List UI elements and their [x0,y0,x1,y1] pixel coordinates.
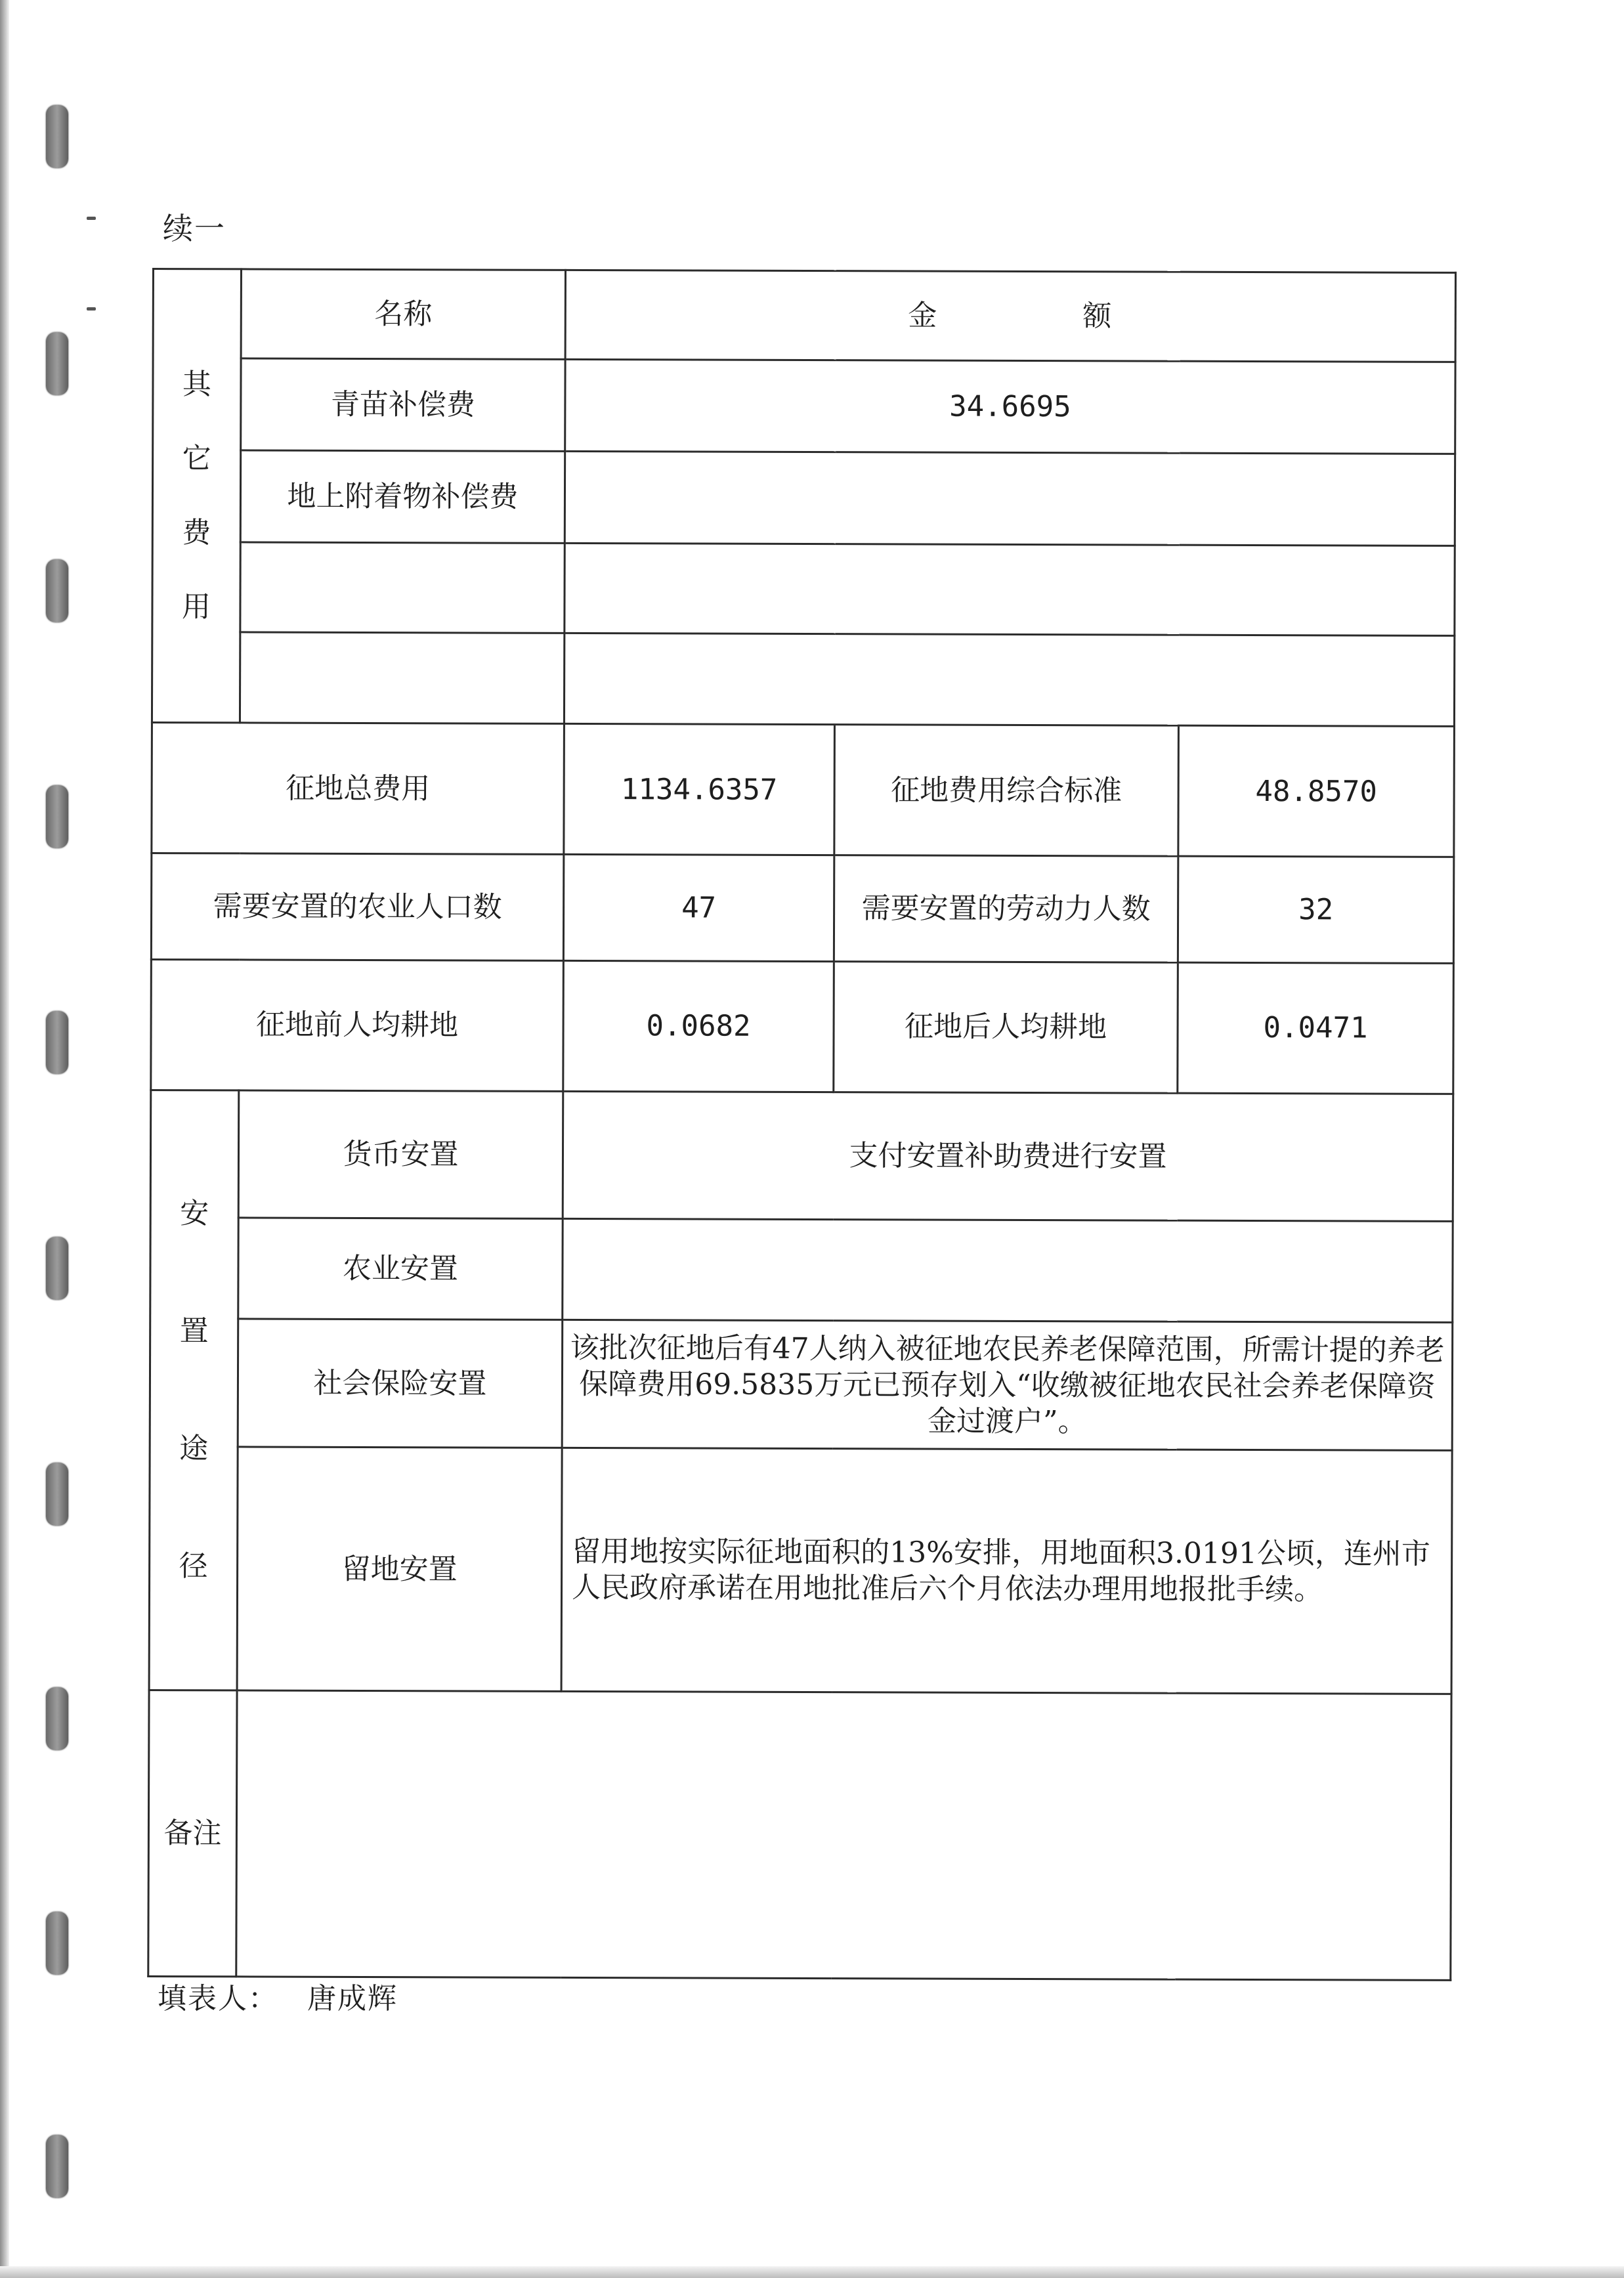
remarks-value [236,1690,1451,1980]
ag-population-label: 需要安置的农业人口数 [151,853,563,960]
agricultural-resettlement-row [150,1218,1453,1323]
fee-row [152,542,1455,636]
resettlement-section-label: 安 置 途 径 [149,1090,239,1690]
land-before-label: 征地前人均耕地 [151,960,564,1092]
other-fees-section-label: 其 它 费 用 [152,269,241,723]
binding-hole [46,1687,68,1750]
binding-hole [46,1011,68,1074]
filler-label: 填表人： [158,1982,278,2015]
fee-name: 地上附着物补偿费 [240,450,565,543]
social-label: 社会保险安置 [238,1319,563,1448]
land-before-value: 0.0682 [563,960,834,1092]
land-acquisition-form-table [147,268,1457,1981]
population-row [151,853,1454,963]
binding-hole [46,2135,68,2198]
binding-hole [46,105,68,168]
labor-value: 32 [1178,856,1454,963]
fee-amount [565,543,1455,636]
remarks-row [148,1690,1451,1981]
name-column-header: 名称 [241,269,565,359]
fee-name [240,632,564,723]
fee-name: 青苗补偿费 [241,358,565,451]
social-insurance-row [150,1319,1453,1450]
page-left-edge [0,0,9,2278]
binding-hole [46,332,68,395]
monetary-value: 支付安置补助费进行安置 [563,1091,1453,1222]
remarks-label: 备注 [148,1690,237,1977]
continued-label: 续一 [163,211,226,246]
total-cost-label: 征地总费用 [152,723,565,855]
monetary-label: 货币安置 [238,1090,563,1219]
fee-name [240,542,565,633]
land-after-label: 征地后人均耕地 [834,962,1178,1093]
standard-value: 48.8570 [1178,725,1455,857]
ag-population-value: 47 [563,854,834,961]
other-fees-header-row [153,269,1455,362]
binding-hole [46,785,68,848]
amount-column-header: 金 额 [565,270,1455,362]
agricultural-label: 农业安置 [238,1218,563,1320]
page-bottom-edge [0,2266,1624,2278]
standard-label: 征地费用综合标准 [834,725,1179,856]
total-cost-value: 1134.6357 [564,724,835,855]
labor-label: 需要安置的劳动力人数 [834,855,1178,963]
fee-row [152,450,1455,546]
land-after-value: 0.0471 [1178,962,1454,1094]
fee-amount [565,451,1455,546]
fee-amount [564,634,1454,727]
reserved-label: 留地安置 [237,1447,562,1691]
binding-hole [46,559,68,622]
agricultural-value [563,1219,1453,1323]
social-value: 该批次征地后有47人纳入被征地农民养老保障范围，所需计提的养老保障费用69.5835万元已预存划入“收缴被征地农民社会养老保障资金过渡户”。 [562,1320,1453,1451]
total-cost-row [152,723,1455,857]
filler-name: 唐成辉 [307,1982,398,2015]
binding-hole [46,1463,68,1526]
fee-row [152,632,1454,727]
monetary-resettlement-row [150,1090,1453,1221]
scan-mark [87,307,96,311]
fee-row [153,358,1455,454]
reserved-land-row [149,1447,1452,1694]
binding-hole [46,1237,68,1300]
scan-mark [87,217,96,220]
fee-amount: 34.6695 [565,359,1455,454]
farmland-row [151,960,1454,1094]
form-filler [158,1975,398,2017]
binding-hole [46,1912,68,1975]
reserved-value: 留用地按实际征地面积的13%安排，用地面积3.0191公顷，连州市人民政府承诺在用地批准后六个月依法办理用地报批手续。 [561,1448,1452,1694]
